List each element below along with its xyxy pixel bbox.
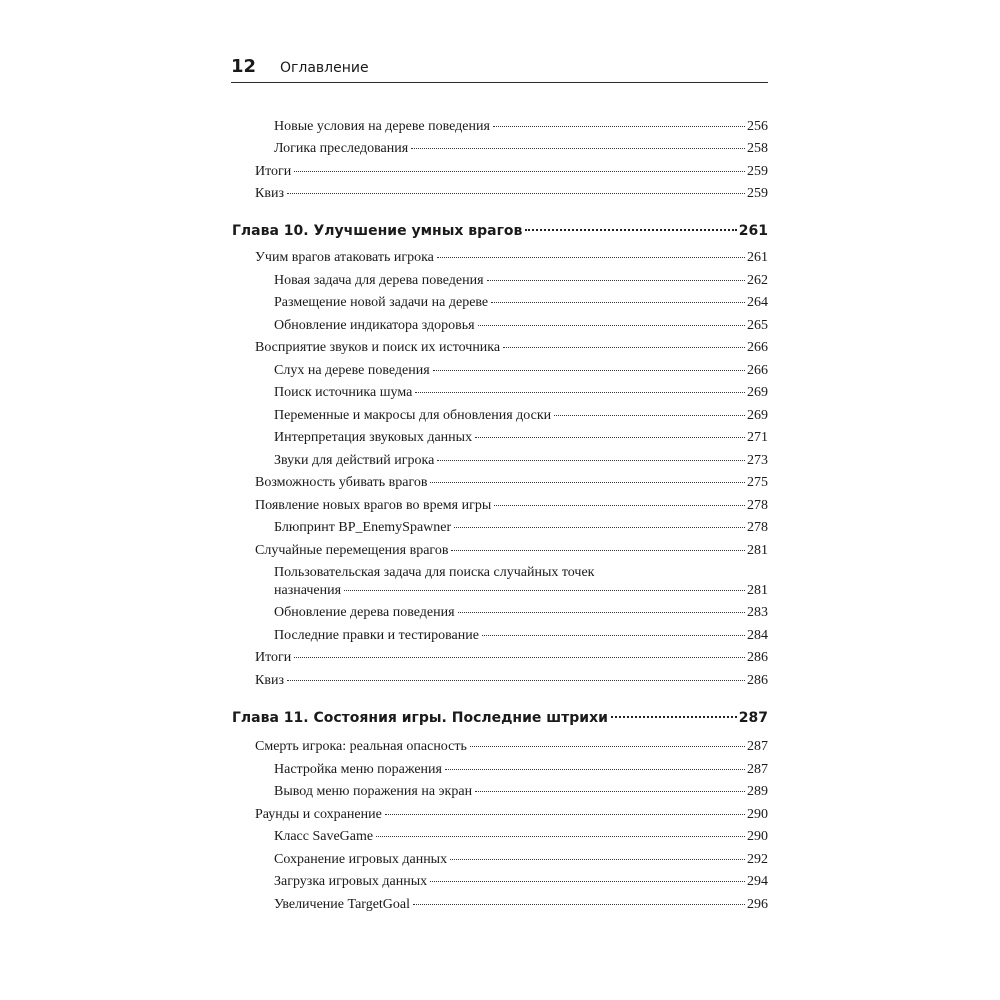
toc-entry[interactable] (274, 761, 768, 779)
toc-entry[interactable] (255, 672, 768, 690)
toc-entry-page: 283 (747, 605, 768, 620)
toc-entry-page: 258 (747, 141, 768, 156)
toc-entry-title: Обновление дерева поведения (274, 605, 455, 620)
toc-entry-title: Сохранение игровых данных (274, 852, 448, 867)
toc-entry-page: 294 (747, 874, 768, 889)
toc-entry-continuation (274, 582, 768, 600)
toc-entry-title: Новая задача для дерева поведения (274, 273, 484, 288)
toc-entry-title: Настройка меню поражения (274, 762, 442, 777)
toc-entry[interactable] (255, 474, 768, 492)
leader-dots (445, 768, 745, 770)
toc-entry[interactable] (274, 272, 768, 290)
leader-dots (437, 256, 745, 258)
page-number: 12 (231, 56, 257, 77)
leader-dots (494, 504, 745, 506)
toc-entry-page: 278 (747, 520, 768, 535)
toc-entry[interactable] (274, 384, 768, 402)
leader-dots (470, 745, 745, 747)
toc-chapter-page: 287 (738, 710, 768, 726)
toc-entry-page: 266 (747, 340, 768, 355)
toc-entry-page: 259 (747, 164, 768, 179)
leader-dots (430, 880, 745, 882)
toc-entry-page: 289 (747, 784, 768, 799)
toc-chapter-entry[interactable] (232, 221, 768, 241)
toc-entry[interactable] (274, 604, 768, 622)
leader-dots (487, 279, 745, 281)
toc-entry[interactable] (255, 249, 768, 267)
toc-entry-title: Размещение новой задачи на дереве (274, 295, 489, 310)
leader-dots (478, 324, 745, 326)
toc-entry-title-continuation: назначения (274, 583, 342, 598)
toc-entry[interactable] (255, 163, 768, 181)
toc-entry-page: 261 (747, 250, 768, 265)
toc-entry-title: Случайные перемещения врагов (255, 543, 449, 558)
toc-entry-title: Увеличение TargetGoal (274, 897, 411, 912)
toc-entry-page: 281 (747, 543, 768, 558)
toc-entry-page: 269 (747, 408, 768, 423)
leader-dots (451, 549, 745, 551)
leader-dots (415, 391, 745, 393)
toc-entry-title: Переменные и макросы для обновления доски (274, 408, 552, 423)
toc-entry-title: Вывод меню поражения на экран (274, 784, 473, 799)
leader-dots (413, 903, 745, 905)
toc-entry-page: 296 (747, 897, 768, 912)
toc-entry-page: 256 (747, 119, 768, 134)
toc-entry-page: 262 (747, 273, 768, 288)
leader-dots (475, 436, 745, 438)
toc-entry-page: 284 (747, 628, 768, 643)
toc-entry[interactable] (255, 339, 768, 357)
toc-entry-page: 275 (747, 475, 768, 490)
leader-dots (376, 835, 745, 837)
leader-dots (287, 679, 745, 681)
toc-entry[interactable] (274, 851, 768, 869)
leader-dots (294, 170, 745, 172)
toc-entry[interactable] (255, 542, 768, 560)
toc-entry-page: 292 (747, 852, 768, 867)
toc-entry-page: 273 (747, 453, 768, 468)
toc-entry-title: Итоги (255, 650, 292, 665)
toc-entry-title: Восприятие звуков и поиск их источника (255, 340, 501, 355)
toc-entry[interactable] (274, 783, 768, 801)
toc-entry[interactable] (274, 362, 768, 380)
toc-entry[interactable] (274, 564, 768, 600)
toc-entry[interactable] (274, 429, 768, 447)
toc-entry-title: Появление новых врагов во время игры (255, 498, 492, 513)
toc-entry-title: Смерть игрока: реальная опасность (255, 739, 467, 754)
toc-chapter-entry[interactable] (232, 708, 768, 728)
toc-chapter-title: Глава 10. Улучшение умных врагов (232, 223, 523, 239)
toc-entry[interactable] (274, 407, 768, 425)
leader-dots (454, 526, 745, 528)
running-title: Оглавление (280, 60, 369, 76)
toc-entry-page: 286 (747, 673, 768, 688)
toc-entry-title: Обновление индикатора здоровья (274, 318, 475, 333)
toc-entry-page: 259 (747, 186, 768, 201)
toc-entry[interactable] (274, 627, 768, 645)
leader-dots (611, 715, 737, 718)
toc-entry-page: 264 (747, 295, 768, 310)
toc-entry-title: Последние правки и тестирование (274, 628, 479, 643)
toc-entry-title: Новые условия на дереве поведения (274, 119, 490, 134)
toc-entry-page: 266 (747, 363, 768, 378)
toc-entry[interactable] (255, 185, 768, 203)
toc-entry-title: Раунды и сохранение (255, 807, 382, 822)
toc-chapter-title: Глава 11. Состояния игры. Последние штрихи (232, 710, 608, 726)
toc-entry-page: 287 (747, 762, 768, 777)
toc-entry-page: 286 (747, 650, 768, 665)
toc-entry[interactable] (274, 896, 768, 914)
toc-entry-title: Поиск источника шума (274, 385, 413, 400)
toc-entry[interactable] (274, 294, 768, 312)
toc-entry[interactable] (274, 873, 768, 891)
toc-entry-title: Пользовательская задача для поиска случайных точек (274, 565, 595, 580)
leader-dots (491, 301, 745, 303)
toc-entry[interactable] (255, 738, 768, 756)
toc-entry-page: 271 (747, 430, 768, 445)
leader-dots (458, 611, 745, 613)
toc-entry-title: Интерпретация звуковых данных (274, 430, 473, 445)
toc-entry[interactable] (274, 452, 768, 470)
toc-entry-page: 290 (747, 829, 768, 844)
toc-entry-title: Итоги (255, 164, 292, 179)
leader-dots (287, 192, 745, 194)
toc-entry-title: Квиз (255, 673, 284, 688)
toc-entry[interactable] (274, 118, 768, 136)
toc-entry[interactable] (255, 497, 768, 515)
leader-dots (294, 656, 745, 658)
leader-dots (433, 369, 745, 371)
toc-entry-title: Учим врагов атаковать игрока (255, 250, 434, 265)
toc-entry[interactable] (274, 140, 768, 158)
leader-dots (344, 589, 745, 591)
toc-entry-page: 265 (747, 318, 768, 333)
toc-entry-title: Звуки для действий игрока (274, 453, 435, 468)
leader-dots (430, 481, 745, 483)
leader-dots (385, 813, 745, 815)
toc-entry[interactable] (255, 649, 768, 667)
leader-dots (503, 346, 745, 348)
toc-entry-title: Логика преследования (274, 141, 409, 156)
toc-entry-page: 278 (747, 498, 768, 513)
toc-entry[interactable] (274, 828, 768, 846)
toc-entry-page: 290 (747, 807, 768, 822)
leader-dots (437, 459, 745, 461)
toc-entry-title: Загрузка игровых данных (274, 874, 428, 889)
leader-dots (411, 147, 745, 149)
toc-entry-page: 269 (747, 385, 768, 400)
toc-entry-title: Класс SaveGame (274, 829, 374, 844)
leader-dots (475, 790, 745, 792)
toc-chapter-page: 261 (738, 223, 768, 239)
leader-dots (554, 414, 745, 416)
toc-entry-title: Квиз (255, 186, 284, 201)
toc-entry[interactable] (274, 317, 768, 335)
toc-entry-page: 287 (747, 739, 768, 754)
leader-dots (493, 125, 745, 127)
leader-dots (525, 228, 736, 231)
leader-dots (482, 634, 745, 636)
toc-entry-title: Слух на дереве поведения (274, 363, 430, 378)
toc-entry-title: Блюпринт BP_EnemySpawner (274, 520, 452, 535)
toc-entry-title: Возможность убивать врагов (255, 475, 428, 490)
toc-entry-page: 281 (747, 583, 768, 598)
leader-dots (450, 858, 745, 860)
toc-entry[interactable] (255, 806, 768, 824)
toc-entry[interactable] (274, 519, 768, 537)
